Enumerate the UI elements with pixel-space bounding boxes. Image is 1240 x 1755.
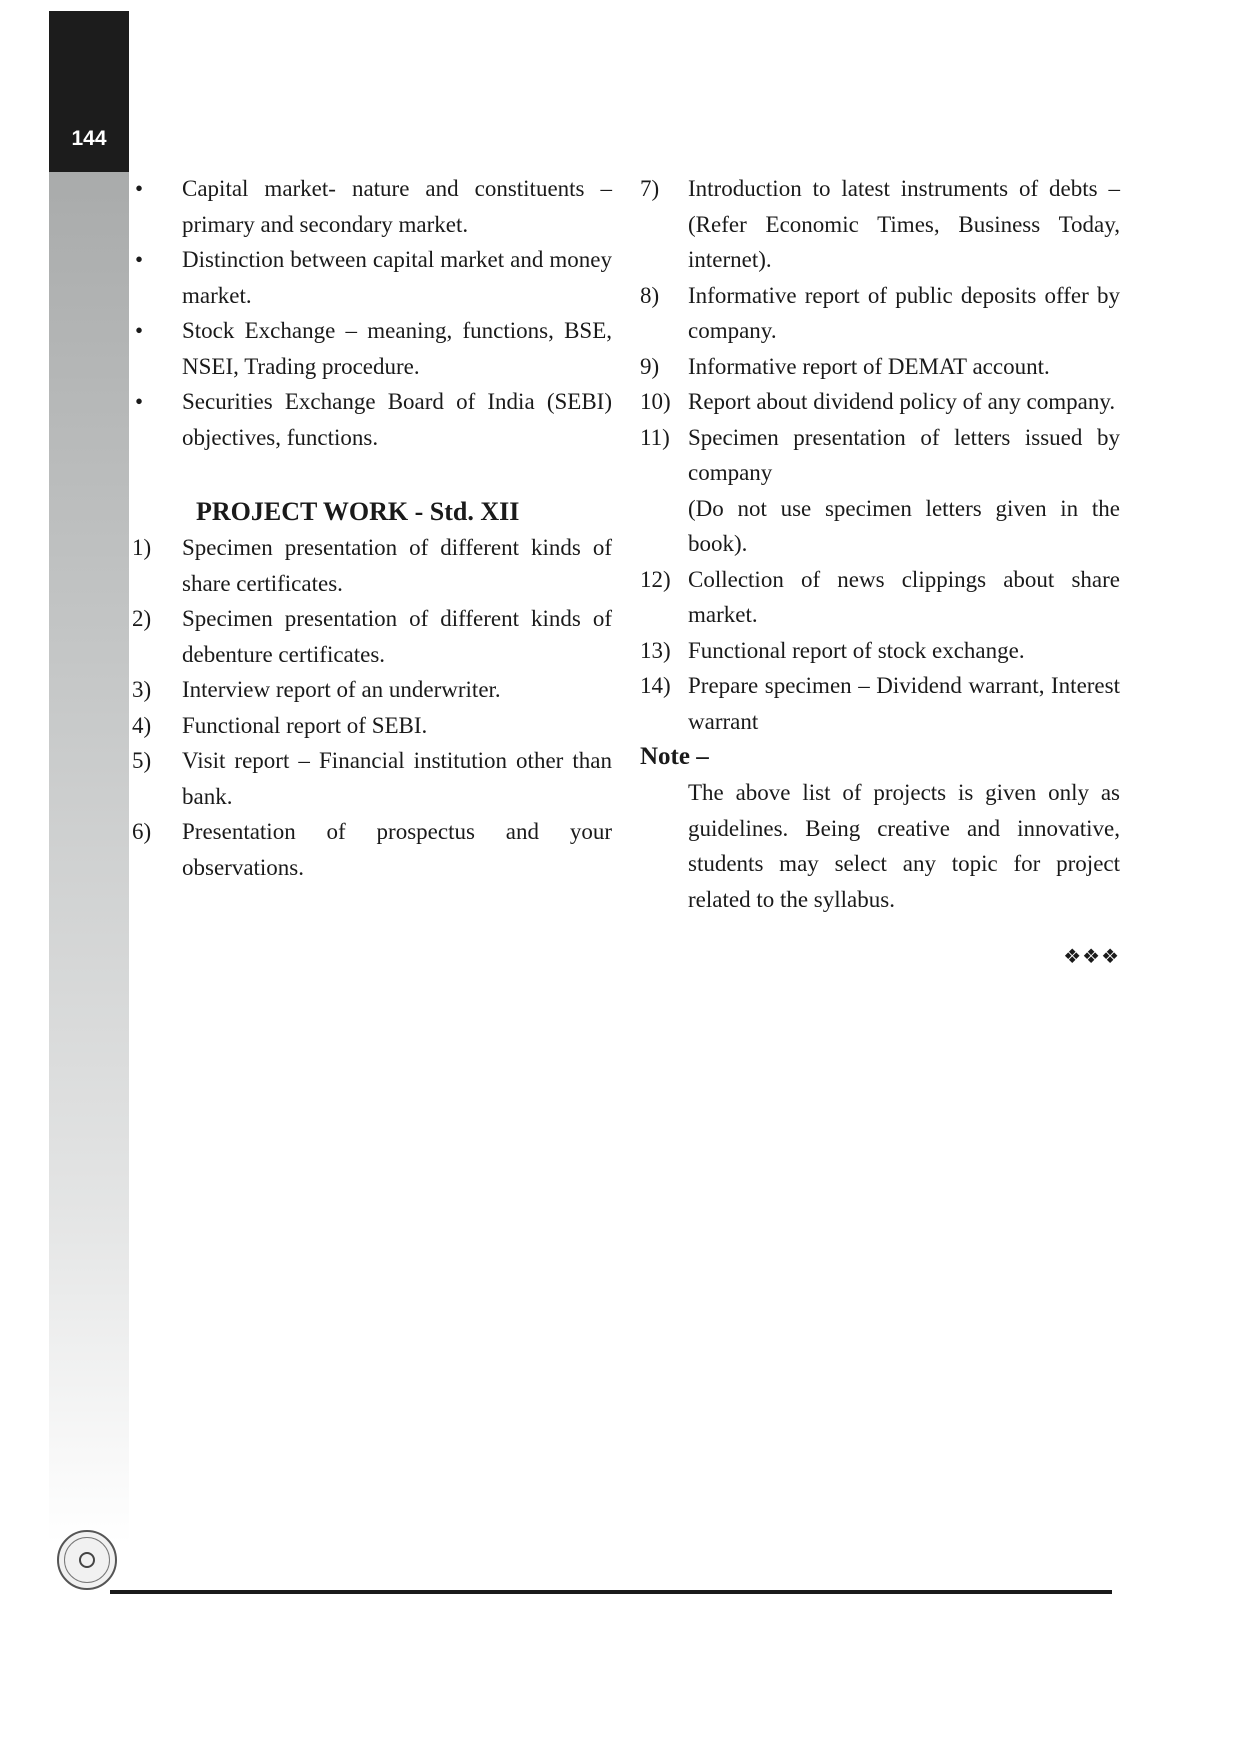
project-item [132,708,612,744]
project-text: Informative report of DEMAT account. [688,353,1050,379]
item-11-note: (Do not use specimen letters given in the book). [688,495,1120,556]
bullet-text: Capital market- nature and constituents – primary and secondary market. [182,176,612,237]
project-item [132,743,612,814]
project-text: Prepare specimen – Dividend warrant, Interest warrant [688,673,1120,734]
bullet-marker: • [135,247,144,272]
project-item [132,530,612,601]
bullet-text: Distinction between capital market and money market. [182,247,612,308]
project-text: Presentation of prospectus and your observations. [182,819,612,880]
project-number: 1) [132,535,152,560]
project-item [640,349,1120,385]
note-heading: Note – [640,743,709,770]
project-item [640,668,1120,739]
project-number: 12) [640,566,671,592]
project-item [132,814,612,885]
note-text: The above list of projects is given only as guidelines. Being creative and innovative, students may select any topic for project related to the syllabus. [688,780,1120,912]
section-end-ornament: ❖❖❖ [1063,944,1120,968]
footer-rule [110,1590,1112,1594]
project-text: Collection of news clippings about share market. [688,566,1120,627]
project-number: 4) [132,712,152,738]
project-list-right-continued [640,562,1120,740]
bullet-marker: • [135,389,144,414]
bullet-item [132,171,612,242]
project-number: 14) [640,673,671,698]
right-column [640,171,1120,975]
project-work-heading: PROJECT WORK - Std. XII [196,497,520,526]
project-text: Specimen presentation of letters issued by company [688,424,1120,485]
project-item [640,420,1120,491]
project-item [640,633,1120,669]
project-number: 13) [640,637,671,663]
project-item [640,384,1120,420]
project-item [640,278,1120,349]
project-text: Interview report of an underwriter. [182,677,501,702]
bullet-item [132,242,612,313]
project-number: 6) [132,819,152,844]
project-item [640,562,1120,633]
bullet-marker: • [135,176,144,201]
project-list-left [132,530,612,885]
project-item [132,601,612,672]
project-text: Specimen presentation of different kinds of debenture certificates. [182,606,612,667]
project-number: 10) [640,389,671,414]
bullet-text: Securities Exchange Board of India (SEBI) objectives, functions. [182,389,612,450]
project-text: Report about dividend policy of any company. [688,389,1116,414]
bullet-text: Stock Exchange – meaning, functions, BSE, NSEI, Trading procedure. [182,318,612,379]
project-number: 8) [640,282,660,308]
page-number-tab [49,11,129,172]
side-gradient-bar [49,172,129,1544]
project-number: 7) [640,176,660,201]
project-text: Informative report of public deposits offer by company. [688,282,1120,343]
project-list-right [640,171,1120,491]
bullet-marker: • [135,318,144,343]
page-number: 144 [71,127,107,150]
project-text: Specimen presentation of different kinds of share certificates. [182,535,612,596]
bullet-item [132,313,612,384]
project-text: Introduction to latest instruments of debts – (Refer Economic Times, Business Today, internet). [688,176,1120,272]
project-text: Functional report of stock exchange. [688,637,1025,663]
board-seal-icon [57,1530,117,1590]
project-item [132,672,612,708]
project-number: 5) [132,748,152,773]
project-number: 11) [640,424,670,450]
project-number: 9) [640,353,660,379]
left-column [132,171,612,885]
project-item [640,171,1120,278]
project-number: 2) [132,606,152,631]
topic-bullet-list [132,171,612,455]
project-text: Functional report of SEBI. [182,712,428,738]
bullet-item [132,384,612,455]
project-number: 3) [132,677,152,702]
project-text: Visit report – Financial institution other than bank. [182,748,612,809]
